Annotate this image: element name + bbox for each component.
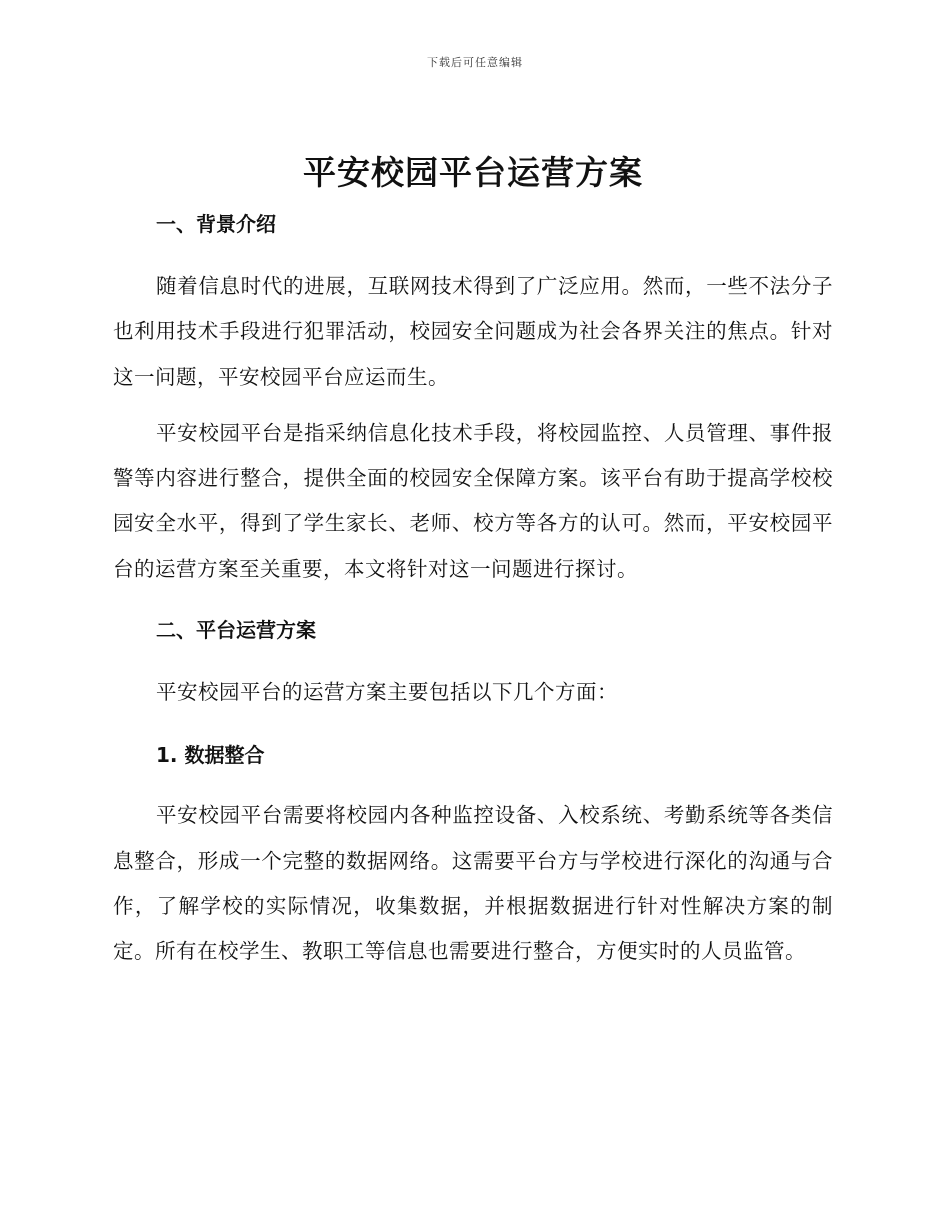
- section-heading-data-integration: 1. 数据整合: [156, 743, 265, 768]
- paragraph: 平安校园平台的运营方案主要包括以下几个方面：: [156, 680, 618, 705]
- section-heading-operation-plan: 二、平台运营方案: [156, 618, 316, 643]
- page-header-note: 下载后可任意编辑: [427, 56, 523, 69]
- paragraph: 平安校园平台需要将校园内各种监控设备、入校系统、考勤系统等各类信息整合，形成一个完整的数据网络。这需要平台方与学校进行深化的沟通与合作，了解学校的实际情况，收集数据，并根据数据进行针对性解决方案的制定。所有在校学生、教职工等信息也需要进行整合，方便实时的人员监管。: [113, 803, 833, 964]
- section-heading-background: 一、背景介绍: [156, 212, 276, 236]
- document-title: 平安校园平台运营方案: [303, 153, 643, 192]
- paragraph: 随着信息时代的进展，互联网技术得到了广泛应用。然而，一些不法分子也利用技术手段进行犯罪活动，校园安全问题成为社会各界关注的焦点。针对这一问题，平安校园平台应运而生。: [113, 274, 833, 389]
- document-body: [113, 150, 833, 975]
- paragraph: 平安校园平台是指采纳信息化技术手段，将校园监控、人员管理、事件报警等内容进行整合，提供全面的校园安全保障方案。该平台有助于提高学校校园安全水平，得到了学生家长、老师、校方等各方的认可。然而，平安校园平台的运营方案至关重要，本文将针对这一问题进行探讨。: [113, 420, 833, 581]
